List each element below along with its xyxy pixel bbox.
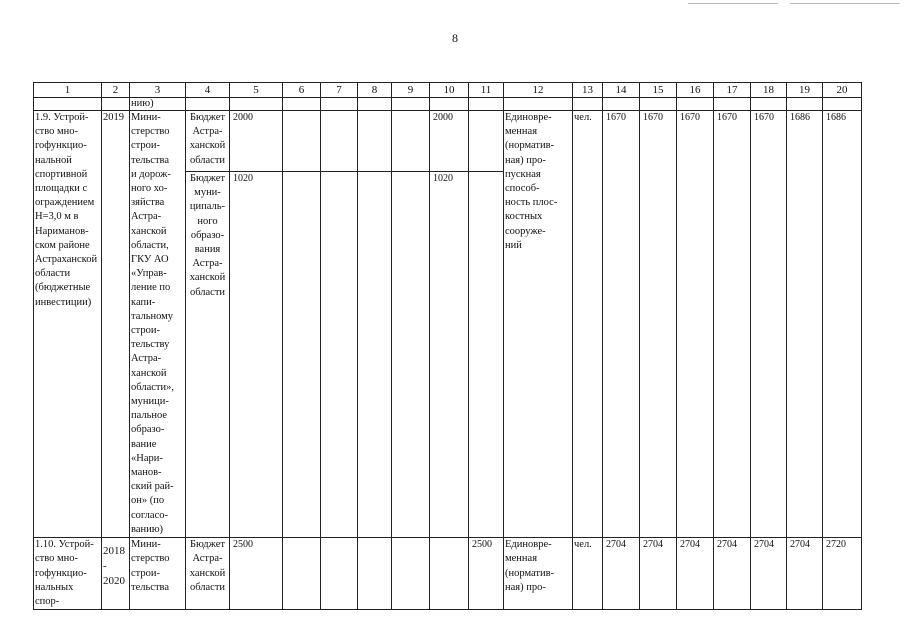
funding-source-regional: Бюджет Астра- ханской области [186,538,230,610]
header-cell: 13 [573,83,603,98]
header-cell: 2 [102,83,130,98]
header-cell: 18 [751,83,787,98]
header-cell: 1 [34,83,102,98]
header-cell: 7 [321,83,358,98]
indicator-value: 1670 [677,111,714,538]
indicator-value: 2704 [714,538,751,610]
indicator-value: 2704 [603,538,640,610]
header-cell: 8 [358,83,392,98]
header-cell: 5 [230,83,283,98]
scan-artifact-line [790,3,900,4]
indicator-value: 2704 [640,538,677,610]
indicator-value: 1686 [823,111,862,538]
scan-artifact-line [688,3,778,4]
indicator-name: Единовре- менная (норматив- ная) про- [504,538,573,610]
indicator-value: 1686 [787,111,823,538]
col11-value: 2500 [469,538,504,610]
header-cell: 11 [469,83,504,98]
item-year: 2018 - 2020 [102,538,130,610]
table-row-1-9-a [34,111,862,172]
indicator-value: 1670 [603,111,640,538]
item-name: 1.10. Устрой- ство мно- гофункцио- нальных спор- [34,538,102,610]
header-cell: 15 [640,83,677,98]
indicator-unit: чел. [573,111,603,538]
header-cell: 20 [823,83,862,98]
header-cell: 6 [283,83,321,98]
table-row-1-10 [34,538,862,610]
col5-value: 2000 [230,111,283,172]
header-cell: 19 [787,83,823,98]
header-cell: 12 [504,83,573,98]
indicator-unit: чел. [573,538,603,610]
page-number: 8 [452,31,458,45]
col10-value: 1020 [430,171,469,537]
col5-value: 1020 [230,171,283,537]
indicator-name: Единовре- менная (норматив- ная) про- пускная способ- ность плос- костных сооруже- ний [504,111,573,538]
header-cell: 10 [430,83,469,98]
funding-source-regional: Бюджет Астра- ханской области [186,111,230,172]
continuation-text: нию) [130,98,186,111]
item-executor: Мини- стерство строи- тельства [130,538,186,610]
indicator-value: 2704 [787,538,823,610]
header-cell: 4 [186,83,230,98]
col5-value: 2500 [230,538,283,610]
continuation-row [34,98,862,111]
funding-source-municipal: Бюджет муни- ципаль- ного образо- вания Астра- ханской области [186,171,230,537]
header-cell: 9 [392,83,430,98]
header-cell: 17 [714,83,751,98]
indicator-value: 2704 [677,538,714,610]
indicator-value: 1670 [640,111,677,538]
header-row [34,83,862,98]
indicator-value: 1670 [751,111,787,538]
item-executor: Мини- стерство строи- тельства и дорож- ного хо- зяйства Астра- ханской области, ГКУ АО «Управ- ление по капи- тальному строи- тельству Астра- ханской области», муници- пальное образо- вание «Нари- манов- ский рай- он» (по согласо- ванию) [130,111,186,538]
indicator-value: 2720 [823,538,862,610]
program-table [33,82,862,610]
item-name: 1.9. Устрой- ство мно- гофункцио- нальной спортивной площадки с ограждением Н=3,0 м в Нариманов- ском районе Астраханской области (бюджетные инвестиции) [34,111,102,538]
col10-value: 2000 [430,111,469,172]
indicator-value: 1670 [714,111,751,538]
header-cell: 16 [677,83,714,98]
header-cell: 14 [603,83,640,98]
item-year: 2019 [102,111,130,538]
indicator-value: 2704 [751,538,787,610]
header-cell: 3 [130,83,186,98]
